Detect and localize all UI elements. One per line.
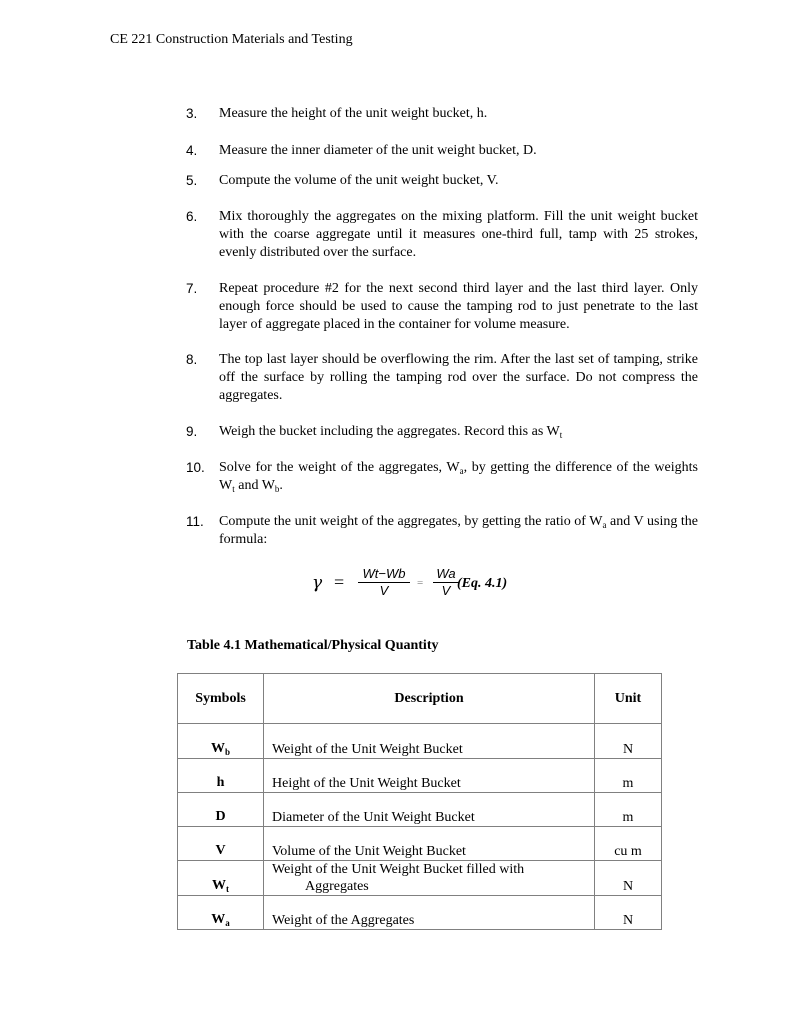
table-header-row (178, 674, 662, 724)
fraction-ratio: $\frac{Wa}{V}$ (433, 566, 459, 599)
list-item: 3. Measure the height of the unit weight bucket, h. (186, 106, 488, 121)
table-row: $W_a$ Weight of the Aggregates N (178, 896, 662, 930)
table-row: $W_b$ Weight of the Unit Weight Bucket N (178, 724, 662, 759)
table-row: $W_t$ Weight of the Unit Weight Bucket filled with Aggregates N (178, 861, 662, 896)
list-item: 7. Repeat procedure #2 for the next second third layer and the last third layer. Only enough force should be used to cause the tamping rod to just penetrate to the last layer of aggregate placed in the container for volume measure. (186, 281, 698, 332)
fraction-difference: $\frac{Wt-Wb}{V}$ (358, 566, 410, 599)
list-item: 8. The top last layer should be overflowing the rim. After the last set of tamping, strike off the surface by rolling the tamping rod over the surface. Do not compress the aggregates. (186, 352, 698, 403)
list-item: 6. Mix thoroughly the aggregates on the mixing platform. Fill the unit weight bucket with the coarse aggregate until it measures one-third full, tamp with 25 strokes, evenly distributed over the surface. (186, 209, 698, 260)
list-item: 11. Compute the unit weight of the aggregates, by getting the ratio of $W_a$ and V using the formula: (186, 514, 699, 547)
list-item: 4. Measure the inner diameter of the unit weight bucket, D. (186, 143, 537, 158)
table-caption: Table 4.1 Mathematical/Physical Quantity (187, 638, 439, 653)
header-symbols: Symbols (178, 674, 264, 724)
gamma-symbol: γ (312, 573, 323, 593)
table-row: h Height of the Unit Weight Bucket m (178, 759, 662, 793)
header-unit: Unit (595, 674, 662, 724)
table-row: V Volume of the Unit Weight Bucket cu m (178, 827, 662, 861)
page-header: CE 221 Construction Materials and Testing (110, 32, 353, 47)
list-item: 9. Weigh the bucket including the aggregates. Record this as $W_t$ (186, 424, 563, 440)
header-description: Description (264, 674, 595, 724)
equals-sign: = (417, 577, 424, 589)
quantity-table (177, 673, 662, 930)
equals-sign: = (334, 572, 345, 592)
list-item: 10. Solve for the weight of the aggregates, $W_a$, by getting the difference of the weights $W_t$ and $W_b$. (186, 460, 698, 494)
equation-label: (Eq. 4.1) (457, 576, 508, 591)
table-row: D Diameter of the Unit Weight Bucket m (178, 793, 662, 827)
list-item: 5. Compute the volume of the unit weight bucket, V. (186, 173, 499, 188)
